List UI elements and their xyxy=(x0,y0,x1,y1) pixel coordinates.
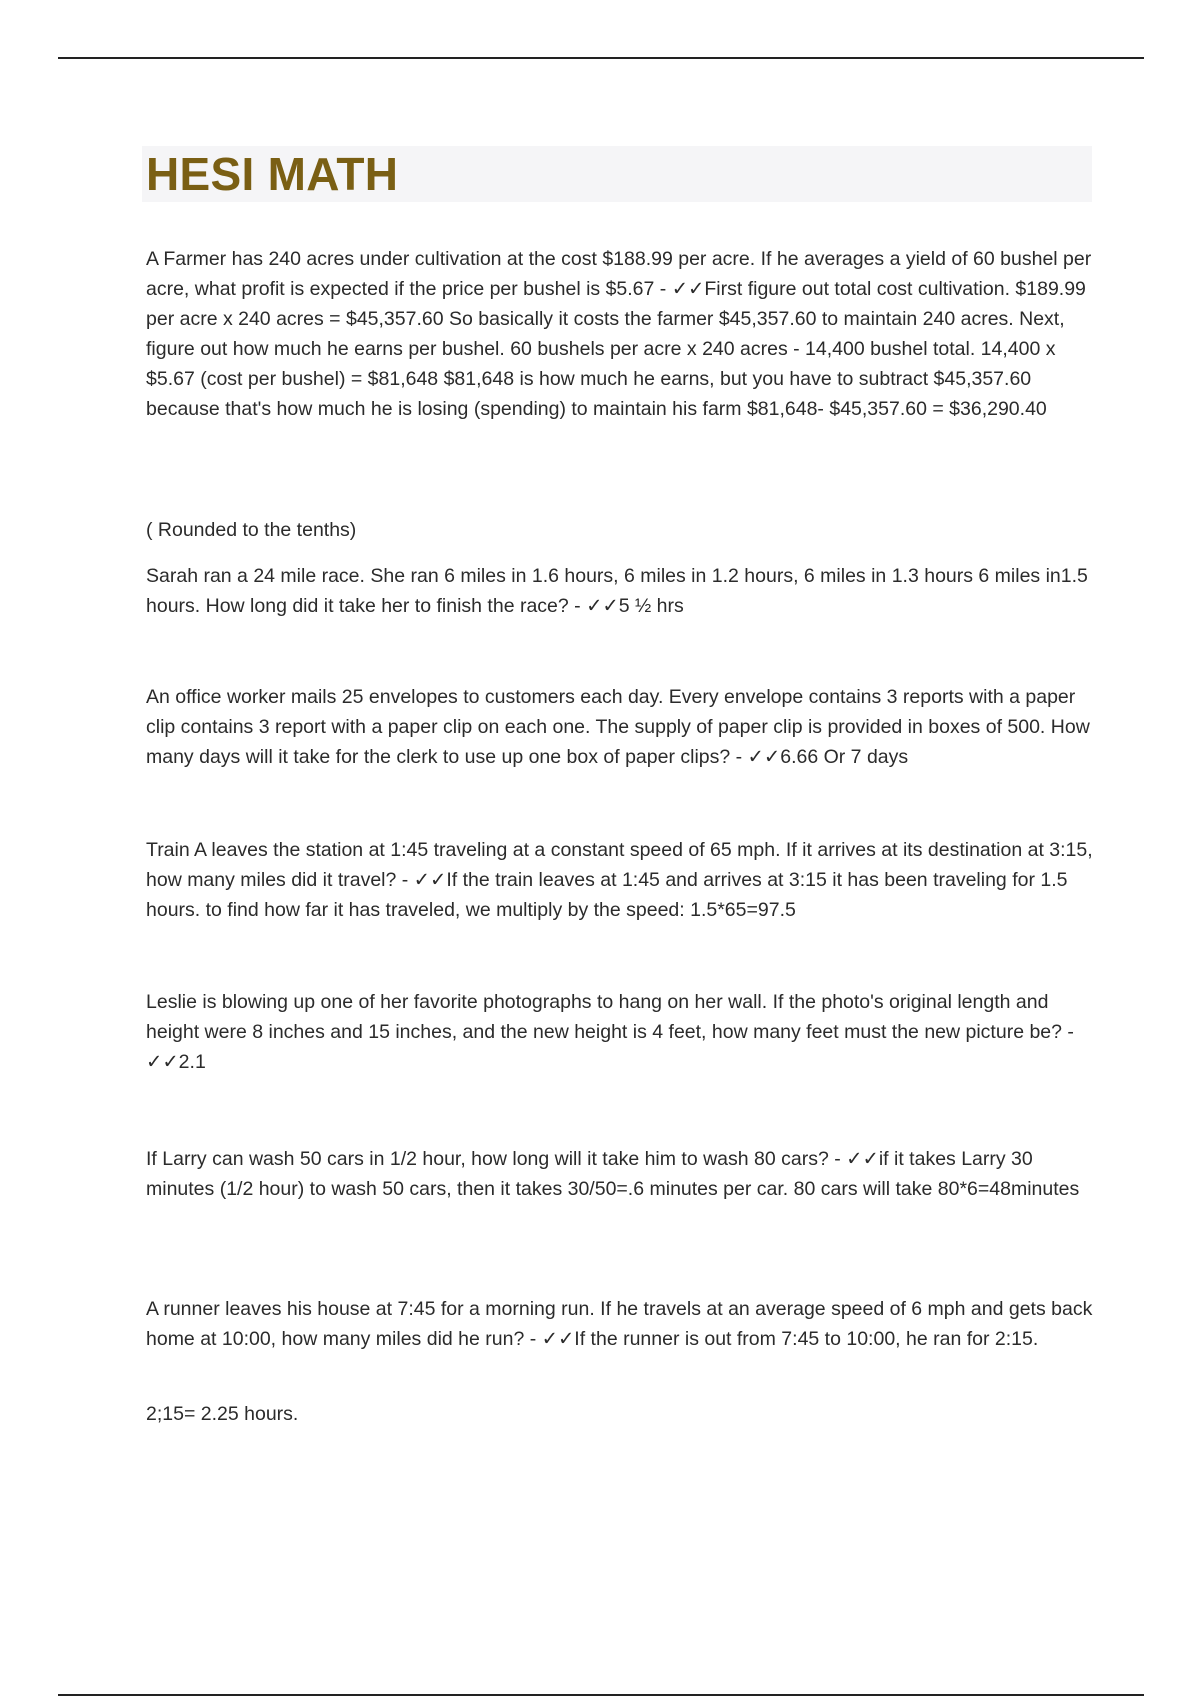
paragraph-runner: A runner leaves his house at 7:45 for a morning run. If he travels at an average speed of 6 mph and gets back home at 10:00, how many miles did he run? - ✓✓If the runner is out from 7:45 to 10:00, he ran for 2:15. xyxy=(146,1298,1093,1350)
paragraph-larry-cars: If Larry can wash 50 cars in 1/2 hour, how long will it take him to wash 80 cars? - ✓✓if it takes Larry 30 minutes (1/2 hour) to wash 50 cars, then it takes 30/50=.6 minutes per car. 80 cars will take 80*6=48minutes xyxy=(146,1148,1080,1200)
bottom-rule xyxy=(58,1694,1144,1696)
paragraph-farmer-profit: A Farmer has 240 acres under cultivation at the cost $188.99 per acre. If he averages a yield of 60 bushel per acre, what profit is expected if the price per bushel is $5.67 - ✓✓First figure out total cost cultivation. $189.99 per acre x 240 acres = $45,357.60 So basically it costs the farmer $45,357.60 to maintain 240 acres. Next, figure out how much he earns per bushel. 60 bushels per acre x 240 acres - 14,400 bushel total. 14,400 x $5.67 (cost per bushel) = $81,648 $81,648 is how much he earns, but you have to subtract $45,357.60 because that's how much he is losing (spending) to maintain his farm $81,648- $45,357.60 = $36,290.40 xyxy=(146,248,1092,420)
paragraph-rounding-note: ( Rounded to the tenths) xyxy=(146,519,357,541)
page-title: HESI MATH xyxy=(146,148,399,200)
paragraph-runner-hours: 2;15= 2.25 hours. xyxy=(146,1403,299,1425)
paragraph-sarah-race: Sarah ran a 24 mile race. She ran 6 miles in 1.6 hours, 6 miles in 1.2 hours, 6 miles in 1.3 hours 6 miles in1.5 hours. How long did it take her to finish the race? - ✓✓5 ½ hrs xyxy=(146,565,1088,617)
paragraph-train: Train A leaves the station at 1:45 traveling at a constant speed of 65 mph. If it arrives at its destination at 3:15, how many miles did it travel? - ✓✓If the train leaves at 1:45 and arrives at 3:15 it has been traveling for 1.5 hours. to find how far it has traveled, we multiply by the speed: 1.5*65=97.5 xyxy=(146,839,1093,921)
top-rule xyxy=(58,57,1144,59)
paragraph-office-worker: An office worker mails 25 envelopes to customers each day. Every envelope contains 3 reports with a paper clip contains 3 report with a paper clip on each one. The supply of paper clip is provided in boxes of 500. How many days will it take for the clerk to use up one box of paper clips? - ✓✓6.66 Or 7 days xyxy=(146,686,1090,768)
paragraph-leslie-photo: Leslie is blowing up one of her favorite photographs to hang on her wall. If the photo's original length and height were 8 inches and 15 inches, and the new height is 4 feet, how many feet must the new picture be? - ✓✓2.1 xyxy=(146,991,1074,1073)
